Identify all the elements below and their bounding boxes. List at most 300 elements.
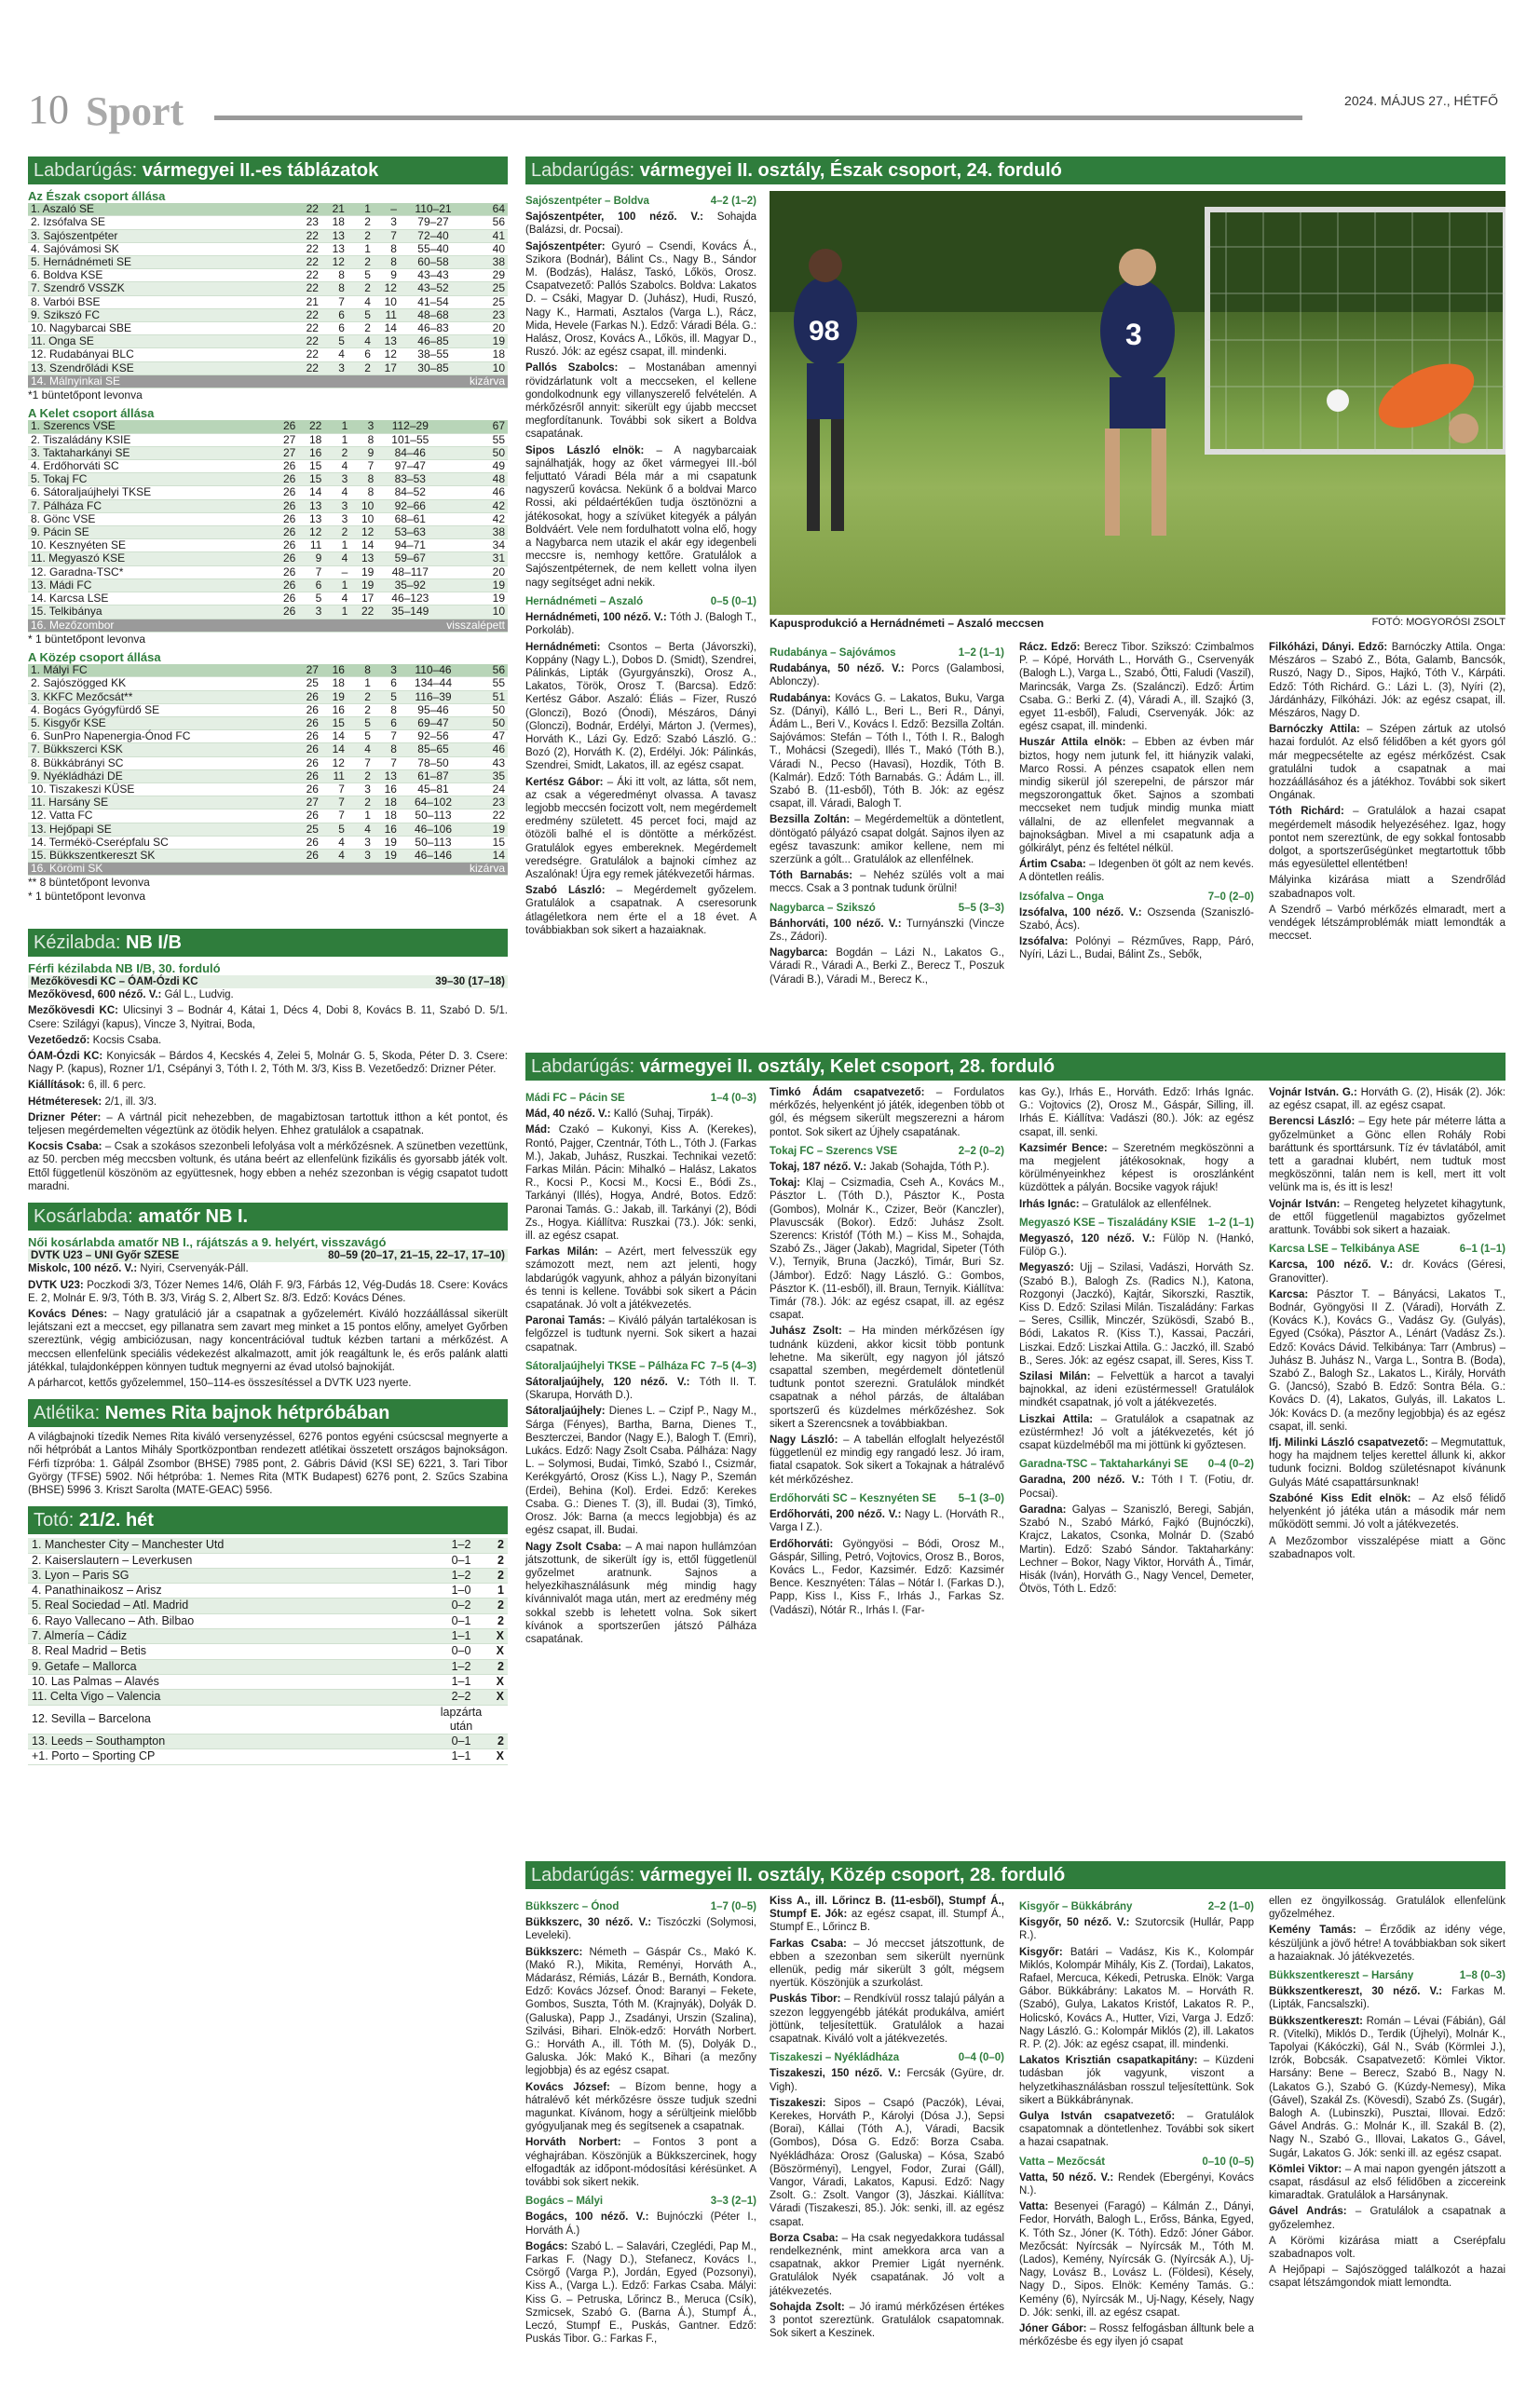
stat-cell: 21 [321,203,347,216]
table-row [28,796,508,809]
article-paragraph [525,1900,756,1913]
article-paragraph: Kovács Dénes: – Nagy gratuláció jár a csapatnak a győzelemért. Kiváló hozzáállással sikerült lejátszani ezt a meccset, egy pillanatra sem zavart meg minket a 15 pontos előny, amelyet Győrben szereztünk, végig ambiciózusan, nagy koncentrációval tudtuk kézben tartani a mérkőzést. A meccsen ellenfelünk speciális védekezést alkalmazott, amit jók reagáltunk le, és erős palánk alatti játékkal, tulajdonképpen könnyen tudtuk megnyerni az évad utolsó bajnokiját. [28,1309,508,1373]
stat-cell: 2 [347,796,374,809]
table-row [28,849,508,862]
stat-cell: – [374,203,400,216]
stat-cell: 26 [295,769,321,782]
stat-cell: 26 [272,605,298,619]
stat-cell: 8 [374,242,400,255]
stat-cell: 35–149 [376,605,443,619]
speaker-name: Vezetőedző: [28,1034,93,1046]
article-paragraph: Mezőkövesd, 600 néző. V.: Gál L., Ludvig. [28,989,234,1001]
stat-cell: 26 [272,539,298,552]
team-name: 4. Bogács Gyógyfürdő SE [28,703,295,716]
speaker-name: Timkó Ádám csapatvezető: [770,1087,936,1098]
team-name: 11. Harsány SE [28,796,295,809]
stat-cell: 42 [443,512,508,525]
team-name: 8. Varbói BSE [28,295,295,308]
match-title: Vatta – Mezőcsát [1019,2156,1106,2168]
article-paragraph [1269,1243,1506,1256]
east-col-1 [525,1086,756,1649]
stat-cell: 48–68 [400,308,467,321]
article-paragraph: Nagy Zsolt Csaba: – A mai napon hullámzóan játszottunk, de sikerült így is, ettől függetlenül győzelmet aratnunk. Sajnos a helyezkihasználásunk még mindig hagy kívánnivalót maga után, mert az eredmény még sokkal szebb is lehetett volna. Sok sikert kívánok a sportszerűen játszó Pálháza csapatának. [525,1541,756,1645]
team-name: 9. Szikszó FC [28,308,295,321]
tip [489,1705,508,1735]
stat-cell: 27 [272,433,298,446]
tip: 2 [489,1735,508,1749]
speaker-name: Karcsa, 100 néző. V.: [1269,1259,1402,1272]
stat-cell: 83–53 [376,473,443,486]
stat-cell: 3 [324,473,350,486]
speaker-name: Tiszakeszi: [770,2097,835,2109]
stat-cell: 5 [347,269,374,282]
speaker-name: Garadna, 200 néző. V.: [1019,1475,1151,1487]
article-paragraph: Timkó Ádám csapatvezető: – Fordulatos mérkőzés, helyenként jó játék, idegenben több ot gól, és mégsem sikerült megszerezni a három pontot. Sok sikert az Újhely csapatának. [770,1087,1004,1138]
match-score: 1–2 (1–1) [1207,1217,1254,1229]
article-paragraph: Kocsis Csaba: – Csak a szokásos szezonbeli lefolyása volt a mérkőzésnek. A szünetben vezettünk, az 50. percben még meccsben voltunk, és utána beért az ellenfelünk fizikális és gyorsabb játék volt. Ettől függetlenül köszönöm az együttesnek, hogy ebben a nehéz szezonban is végig csapatot tudott maradni. [28,1141,508,1192]
speaker-name: Garadna: [1019,1503,1072,1516]
tip: X [489,1674,508,1689]
speaker-name: Izsófalva: [1019,936,1076,948]
stat-cell: 46–106 [400,823,467,836]
photo-caption [770,617,1506,630]
speaker-name: Huszár Attila elnök: [1019,737,1133,749]
stat-cell: 4 [321,348,347,361]
article-paragraph [525,595,756,608]
match-score: 1–7 (0–5) [710,1901,756,1912]
match-result: 1–1 [433,1749,489,1764]
stat-cell: 18 [467,348,508,361]
match-title: Megyaszó KSE – Tiszaládány KSIE [1019,1217,1196,1229]
speaker-name: Kovács József: [525,2081,620,2093]
stat-cell: 92–56 [400,730,467,743]
speaker-name: Sátoraljaújhely, 120 néző. V.: [525,1377,700,1389]
table-row [28,460,508,473]
article-paragraph: Farkas Csaba: – Jó meccset játszottunk, de ebben a szezonban sem sikerült nyernünk ellenük, pedig már sikerült 3 gólt, mégsem nyertük. Köszönjük a szurkolást. [770,1938,1004,1990]
table-row [28,592,508,605]
article-paragraph: Jóner Gábor: – Rossz felfogásban álltunk bele a mérkőzésbe és egy ilyen jó csapat [1019,2323,1254,2348]
match-result: 1–2 [433,1659,489,1674]
stat-cell: 68–61 [376,512,443,525]
stat-cell: 19 [374,849,400,862]
table-row [28,836,508,849]
stat-cell: 25 [295,823,321,836]
stat-cell: 26 [295,716,321,729]
speaker-name: Bükkszentkereszt: [1269,2015,1367,2027]
team-name: 7. Szendrő VSSZK [28,282,295,295]
match-score: 7–5 (4–3) [710,1360,756,1372]
speaker-name: Rudabánya: [770,692,836,704]
stat-cell: 46 [443,486,508,499]
match-score: 1–4 (0–3) [710,1093,756,1104]
team-name: 4. Erdőhorváti SC [28,460,272,473]
east-table-title: A Kelet csoport állása [28,406,155,421]
team-name: 16. Körömi SK [28,863,467,876]
speaker-name: Szabóné Kiss Edit elnök: [1269,1492,1419,1504]
stat-cell: 18 [321,677,347,690]
stat-cell: 46–146 [400,849,467,862]
tip: 2 [489,1568,508,1583]
middle-col-4 [1269,1895,1506,2293]
article-paragraph: Kazsimér Bence: – Szeretném megköszönni a ma megjelent játékosoknak, hogy a körülményeinkhez képest is oroszlánként küzdöttek a pályán. Bocsike vagyok rájuk! [1019,1142,1254,1194]
stat-cell: 1 [324,433,350,446]
excluded-row [28,863,508,876]
stat-cell: 13 [321,242,347,255]
stat-cell: 61–87 [400,769,467,782]
stat-cell: 94–71 [376,539,443,552]
north-round-section [525,156,1506,184]
stat-cell: 8 [374,743,400,756]
bar-light: Kézilabda: [34,932,121,953]
article-paragraph: Mályinka kizárása miatt a Szendrőlád szabadnapos volt. [1269,875,1506,900]
team-name: 14. Termékö-Cserépfalu SC [28,836,295,849]
speaker-name: Tiszakeszi, 150 néző. V.: [770,2068,907,2080]
stat-cell: 26 [295,782,321,796]
bar-bold: amatőr NB I. [138,1206,249,1228]
stat-cell: 55 [443,433,508,446]
tip: 1 [489,1584,508,1599]
stat-cell: 110–46 [400,664,467,677]
match-result: 1–1 [433,1629,489,1644]
stat-cell: 16 [374,782,400,796]
match-name: 7. Almería – Cádiz [28,1629,433,1644]
stat-cell: 23 [467,796,508,809]
article-paragraph: Erdőhorváti: Gyöngyösi – Bódi, Orosz M., Gáspár, Silling, Petró, Vojtovics, Orosz B., Boros, Kovács L., Fedor, Kazsimér. Edző: Kazsimér Bence. Kesznyéten: Tálas – Nótár I. (Farkas D.), Papp, Kiss I., Kiss F., Irhás J., Farkas Sz. (Vadászi), Nótár R., Irhás I. (Far- [770,1538,1004,1616]
toto-row [28,1674,508,1689]
table-row [28,242,508,255]
stat-cell: 95–46 [400,703,467,716]
stat-cell: 5 [321,335,347,348]
article-paragraph [770,902,1004,915]
stat-cell: 24 [467,782,508,796]
article-paragraph: Bánhorváti, 100 néző. V.: Turnyánszki (Vincze Zs., Zádori). [770,918,1004,944]
article-paragraph: Berencsi László: – Egy hete pár méterre látta a győzelmünket a Gönc ellen Rohály Robi baráttunk és sporttársunk. Tíz év távlatából, amit tett a garadnai klubért, nem tudtuk most megköszönni, talán nem is kell, mert itt volt velünk ma is, és itt is lesz! [1269,1116,1506,1194]
match-score: 1–8 (0–3) [1459,1970,1506,1982]
stat-cell: 22 [295,322,321,335]
basket-score: 80–59 (20–17, 21–15, 22–17, 17–10) [328,1250,505,1262]
article-paragraph: Kertész Gábor: – Áki itt volt, az látta, sőt nem, az csak a végeredményt olvassa. A tavasz legjobb meccsén focizott volt, nem megérdemelt eredmény született. 45 percet foci, majd az ötözöli balhé el is döntötte a mérkőzést. Gratulálok egyes embereknek. Megérdemelt veredségre. Gratulálok a bajnoki címhez az Aszalónak! Újra egy remek játékvezetői hármas. [525,776,756,880]
stat-cell: 4 [347,823,374,836]
article-paragraph: Irhás Ignác: – Gratulálok az ellenfélnek. [1019,1198,1212,1210]
match-name: 8. Real Madrid – Betis [28,1644,433,1659]
stat-cell: 6 [347,348,374,361]
stat-cell: 2 [347,229,374,242]
article-paragraph: kas Gy.), Irhás E., Horváth. Edző: Irhás Ignác. G.: Vojtovics (2), Orosz M., Gáspár, Silling, ill. Irhás E. Kiállítva: Vadászi (80.). Jók: az egész csapat, ill. senki. [1019,1087,1254,1138]
article-paragraph: Nagybarca: Bogdán – Lázi N., Lakatos G., Váradi R., Váradi A., Berki Z., Berecz T., Poszuk (Váradi B.), Váradi M., Berecz K., [770,947,1004,986]
match-title: Nagybarca – Szikszó [770,902,876,914]
article-paragraph [1269,1969,1506,1982]
stat-cell: 26 [272,473,298,486]
team-name: 1. Mályi FC [28,664,295,677]
table-row [28,823,508,836]
stat-cell: 3 [298,605,324,619]
stat-cell: 10 [374,295,400,308]
table-row [28,486,508,499]
speaker-name: Vatta: [1019,2201,1055,2213]
speaker-name: Miskolc, 100 néző. V.: [28,1263,141,1275]
speaker-name: Vatta, 50 néző. V.: [1019,2171,1119,2184]
north-col-1 [525,189,756,940]
match-title: Mádi FC – Pácin SE [525,1093,625,1104]
article-paragraph: Karcsa: Pásztor T. – Bányácsi, Lakatos T., Bodnár, Gyöngyösi II Z. (Váradi), Horváth Z. (Kovács K.), Kovács G., Vadász Gy. (Gulyás), Egyed (Csóka), Pásztor A., Lénárt (Vadász Zs.). Edző: Kovács Dávid. Telkibánya: Tarr (Ambrus) – Juhász B. Juhász N., Varga L., Sontra B. (Boda), Szabó Z., Balogh Sz., Lakatos L., Király, Horváth G. (Jancsó), Szabó B. Edző: Sontra Béla. G.: Kovács D. (4), Lakatos, Gulyás, ill. Lakatos L. Jók: Kovács D. (a mezőny legjobbja) és az egész csapat, ill. senki. [1269,1288,1506,1433]
article-paragraph: Mezőkövesdi KC: Ulicsinyi 3 – Bodnár 4, Kátai 1, Décs 4, Dobi 8, Kovács B. 11, Szabó D. 5/1. Csere: Szilágyi (kapus), Vincze 3, Nyitrai, Boda, [28,1005,508,1030]
match-name: 9. Getafe – Mallorca [28,1659,433,1674]
match-title: Bükkszerc – Ónod [525,1901,620,1912]
speaker-name: Mezőkövesdi KC: [28,1005,123,1017]
stat-cell: 13 [374,335,400,348]
stat-cell: 5 [347,716,374,729]
stat-cell: 5 [321,823,347,836]
stat-cell: 4 [347,295,374,308]
stat-cell: 50 [467,716,508,729]
article-paragraph: Kisgyőr, 50 néző. V.: Szutorcsik (Hullár, Papp R.). [1019,1917,1255,1942]
team-name: 9. Nyékládházi DE [28,769,295,782]
article-paragraph: Rudabánya: Kovács G. – Lakatos, Buku, Varga Sz. (Dányi), Kálló L., Beri L., Beri R., Dányi, Ádám L., Beri V., Kovács I. Edző: Bezsilla Zoltán. Sajóvámos: Stefán – Tóth I., Tóth I. R., Balogh T., Mohácsi (Szegedi), Illés T., Makó (Tóth B.), Váradi N., Pecso (Havasi), Hozdik, Tóth B. (Kalmár). Edző: Tóth Barnabás. G.: Ádám L., ill. Szabó B. (11-esből), Tóth B. Jók: az egész csapat, ill. Váradi, Balogh T. [770,692,1005,810]
speaker-name: DVTK U23: [28,1279,88,1291]
stat-cell: 2 [347,282,374,295]
basket-result-row [28,1249,508,1262]
stat-cell: 3 [350,420,376,433]
east-round-bar [525,1053,1506,1081]
table-row [28,703,508,716]
article-paragraph [770,1145,1004,1158]
match-name: 1. Manchester City – Manchester Utd [28,1538,433,1553]
stat-cell: 8 [350,433,376,446]
stat-cell: 48 [443,473,508,486]
table-row [28,499,508,512]
speaker-name: Lakatos Krisztián csapatkapitány: [1019,2055,1204,2067]
match-result: 2–2 [433,1690,489,1705]
stat-cell: 27 [272,446,298,459]
table-row [28,539,508,552]
table-row [28,335,508,348]
stat-cell: 15 [321,716,347,729]
table-row [28,322,508,335]
match-score: 0–4 (0–0) [958,2052,1004,2064]
tip: 2 [489,1599,508,1613]
speaker-name: Bükkszentkereszt, 30 néző. V.: [1269,1986,1452,1998]
stat-cell: 26 [272,526,298,539]
middle-note-2: * 1 büntetőpont levonva [28,889,146,903]
north-table-title: Az Észak csoport állása [28,189,166,203]
toto-row [28,1599,508,1613]
article-paragraph: Szilasi Milán: – Felvettük a harcot a tavalyi bajnokkal, az ideni ezüstérmessel! Gratulálok mindkét csapatnak, jó volt a játékvezetés. [1019,1371,1254,1409]
stat-cell: 64 [467,203,508,216]
speaker-name: Farkas Milán: [525,1246,606,1258]
stat-cell: 7 [374,730,400,743]
east-note: * 1 büntetőpont levonva [28,632,146,646]
match-result: lapzárta után [433,1705,489,1735]
stat-cell: 22 [295,282,321,295]
speaker-name: Mád, 40 néző. V.: [525,1109,614,1121]
speaker-name: Mád: [525,1124,559,1136]
stat-cell: 14 [350,539,376,552]
article-paragraph: Farkas Milán: – Azért, mert felvesszük egy számozott mezt, nem azt jelenti, hogy labdarúgók vagyunk, ahhoz a pályán bizonyítani és tenni is kellene. További sok sikert a Pácin csapatának. Jó volt a játékvezetés. [525,1246,756,1312]
toto-row [28,1644,508,1659]
speaker-name: Liszkai Attila: [1019,1413,1101,1425]
stat-cell: 13 [350,552,376,565]
tables-bar [28,156,508,184]
speaker-name: Tokaj: [770,1177,807,1190]
stat-cell: 31 [443,552,508,565]
middle-col-3 [1019,1895,1254,2352]
speaker-name: Bogács: [525,2240,571,2252]
match-score: 1–2 (1–1) [958,647,1004,659]
stat-cell: 12 [321,256,347,269]
stat-cell: 11 [298,539,324,552]
team-name: 6. Sátoraljaújhelyi TKSE [28,486,272,499]
table-row [28,216,508,229]
match-result: 0–1 [433,1735,489,1749]
stat-cell: 5 [374,690,400,703]
team-name: 6. Boldva KSE [28,269,295,282]
east-standings-table [28,420,508,632]
stat-cell: 22 [295,335,321,348]
match-title: Hernádnémeti – Aszaló [525,595,644,607]
stat-cell: 13 [298,499,324,512]
article-paragraph: Sátoraljaújhely: Dienes L. – Czipf P., Nagy M., Sárga (Fényes), Bartha, Barna, Dienes T., Beszterczei, Bandor (Nagy E.), Balogh T. (Emri), Lukács. Edző: Nagy Zsolt Csaba. Pálháza: Nagy L. – Solymosi, Budai, Timkó, Szabó I., Csizmár, Kerékgyártó, Orosz (Kiss L.), Nagy P., Szemán (Erdei), Behina (Kol). Erdei. Edző: Kerekes Csaba. G.: Dienes T. (3), ill. Budai (3), Timkó, Orosz. Jók: Barna (a meccs legjobbja) és az egész csapat, ill. Budai. [525,1406,757,1537]
tip: X [489,1644,508,1659]
stat-cell: 19 [443,592,508,605]
match-score: 2–2 (1–0) [1207,1901,1254,1912]
article-paragraph: Garadna, 200 néző. V.: Tóth I T. (Fotiu, dr. Pocsai). [1019,1475,1254,1500]
speaker-name: Hernádnémeti: [525,641,608,653]
stat-cell: 12 [374,348,400,361]
speaker-name: Irhás Ignác: [1019,1198,1083,1210]
stat-cell: 10 [443,605,508,619]
team-name: 5. Tokaj FC [28,473,272,486]
stat-cell: 12 [321,756,347,769]
stat-cell: 46–85 [400,335,467,348]
table-row [28,782,508,796]
article-paragraph: Karcsa, 100 néző. V.: dr. Kovács (Géresi, Granovitter). [1269,1259,1506,1285]
match-title: Sajószentpéter – Boldva [525,196,649,207]
stat-cell: 9 [374,269,400,282]
stat-cell: 22 [295,308,321,321]
team-name: 10. Tiszakeszi KÜSE [28,782,295,796]
team-name: 1. Aszaló SE [28,203,295,216]
excluded-row [28,619,508,632]
stat-cell: 46 [467,743,508,756]
stat-cell: 40 [467,242,508,255]
stat-cell: 43–52 [400,282,467,295]
stat-cell: 8 [321,269,347,282]
toto-row [28,1538,508,1553]
article-paragraph: A párharcot, kettős győzelemmel, 150–114-es összesítéssel a DVTK U23 nyerte. [28,1378,412,1390]
article-paragraph: Kovács József: – Bízom benne, hogy a hátralévő két mérkőzésre össze tudjuk szedni magunkat. Kívánom, hogy a sérültjeink mielőbb gyógyuljanak meg és segítsenek a csapatnak. [525,2081,756,2133]
stat-cell: 18 [321,216,347,229]
speaker-name: Izsófalva, 100 néző. V.: [1019,906,1148,918]
middle-standings-table [28,664,508,876]
article-paragraph: Pallós Szabolcs: – Mostanában amennyi rövidzárlatunk volt a meccseken, el kellene gondolkodnunk egy villanyszerelő felvételén. A mérkőzésről annyit: sikerült egy újabb meccset megfordítanunk. További sok sikert a Boldva csapatának. [525,362,756,441]
table-row [28,552,508,565]
team-name: 14. Karcsa LSE [28,592,272,605]
stat-cell: 6 [374,716,400,729]
stat-cell: 26 [272,420,298,433]
match-name: 10. Las Palmas – Alavés [28,1674,433,1689]
stat-cell: 15 [298,460,324,473]
stat-cell: 22 [350,605,376,619]
stat-cell: 19 [321,690,347,703]
stat-cell: 26 [272,552,298,565]
stat-cell: 7 [350,460,376,473]
stat-cell: 27 [295,664,321,677]
status-label: visszalépett [443,619,508,632]
toto-row [28,1705,508,1735]
article-paragraph: Erdőhorváti, 200 néző. V.: Nagy L. (Horváth R., Varga I Z.). [770,1509,1004,1534]
table-row [28,664,508,677]
speaker-name: Megyaszó: [1019,1262,1080,1274]
speaker-name: Sajószentpéter: [525,240,612,252]
article-paragraph: Puskás Tibor: – Rendkívül rossz talajú pályán a szezon leggyengébb játékát produkálva, amiért jöttünk, teljesítettük. Gratulálok a hazai csapatnak. Kiváló volt a játékvezetés. [770,1993,1004,2046]
speaker-name: Gável András: [1269,2206,1356,2218]
article-paragraph: Vojnár István: – Rengeteg helyzetet kihagytunk, de ettől függetlenül magabiztos győzelmet arattunk. További sok sikert a hazaiak. [1269,1198,1506,1237]
article-paragraph: Tiszakeszi: Sipos – Csapó (Paczók), Lévai, Kerekes, Horváth P., Károlyi (Dósa J.), Sepsi (Borai), Kállai (Tóth A.), Váradi, Bacsik (Gombos), Dósa G. Edző: Borza Csaba. Nyékládháza: Orosz (Galuska) – Kósa, Szabó (Böszörményi), Lengyel, Fodor, Zurai (Gáll), Vangor, Váradi, Lakatos, Kapusi. Edző: Nagy Zsolt. G.: Zsolt. Vangor (3), Jászkai. Kiállítva: Váradi (Tiszakeszi, 85.). Jók: senki, ill. az egész csapat. [770,2097,1004,2228]
stat-cell: 3 [374,664,400,677]
article-paragraph: Kiállítások: 6, ill. 6 perc. [28,1080,146,1092]
article-paragraph: Kiss A., ill. Lőrincz B. (11-esből), Stumpf Á., Stumpf E. Jók: az egész csapat, ill. Stumpf Á., Stumpf E., Lőrincz B. [770,1896,1004,1934]
bar-light: Totó: [34,1510,75,1531]
team-name: 8. Gönc VSE [28,512,272,525]
issue-date: 2024. MÁJUS 27., HÉTFŐ [1344,93,1498,108]
match-name: 2. Kaiserslautern – Leverkusen [28,1553,433,1568]
stat-cell: 20 [467,322,508,335]
page-header [28,86,1498,132]
tip: X [489,1629,508,1644]
stat-cell: 26 [272,592,298,605]
match-result: 0–2 [433,1599,489,1613]
speaker-name: Jóner Gábor: [1019,2323,1090,2335]
stat-cell: 19 [467,823,508,836]
basket-text [28,1262,508,1390]
stat-cell: 38 [467,256,508,269]
article-paragraph [525,1092,756,1105]
table-row [28,282,508,295]
north-col-2 [770,641,1004,989]
table-row [28,512,508,525]
match-name: 13. Leeds – Southampton [28,1735,433,1749]
stat-cell: 5 [347,308,374,321]
table-row [28,269,508,282]
stat-cell: 101–55 [376,433,443,446]
stat-cell: 6 [321,308,347,321]
stat-cell: 22 [295,229,321,242]
article-paragraph: Rudabánya, 50 néző. V.: Porcs (Galambosi, Ablonczy). [770,663,1004,688]
bar-bold: Nemes Rita bajnok hétpróbában [104,1403,390,1424]
stat-cell: 26 [272,578,298,592]
stat-cell: 4 [324,592,350,605]
stat-cell: 26 [295,756,321,769]
team-name: 14. Málnyinkai SE [28,374,467,388]
tip: 2 [489,1538,508,1553]
stat-cell: 1 [324,578,350,592]
team-name: 4. Sajóvámosi SK [28,242,295,255]
table-row [28,433,508,446]
tip: X [489,1690,508,1705]
toto-row [28,1553,508,1568]
match-score: 0–10 (0–5) [1202,2156,1254,2168]
article-paragraph: Megyaszó: Ujj – Szilasi, Vadászi, Horváth Sz. (Szabó B.), Balogh Zs. (Radics N.), Katona, Rozgonyi (Jaczkó), Kajtár, Sikorszki, Rasztik, Kiss D. Edző: Szilasi Milán. Tiszaládány: Farkas – Seres, Csillik, Minczér, Szükösdi, Szabó B., Bódi, Lakatos R. (Kiss T.), Kassai, Paczári, Liszkai. Edző: Liszkai Attila. G.: Jaczkó, ill. Szabó B., Seres. Jók: az egész csapat, ill. Seres, Kiss T. [1019,1262,1254,1367]
table-row [28,578,508,592]
stat-cell: 14 [321,730,347,743]
stat-cell: 15 [298,473,324,486]
north-standings-table [28,203,508,388]
bar-light: Labdarúgás: [531,1056,635,1077]
article-paragraph [770,1492,1004,1505]
article-paragraph: Huszár Attila elnök: – Ebben az évben már biztos, hogy nem jutunk fel, itt hiányzik valaki, Marco Rossi. A pénzes csapatok ellen nem mindig sikerül jól szerepelni, de párszor már megszorongattuk őket. Sajnos a szombati meccseket nem tudjuk mindig munka miatt vállalni, de az ellenfelet megvannak a bajnokságban. Mivel a mi csapatunk adja a gólkirályt, pénz és feltétel nélkül. [1019,737,1255,855]
stat-cell: 8 [350,473,376,486]
match-result: 0–0 [433,1644,489,1659]
